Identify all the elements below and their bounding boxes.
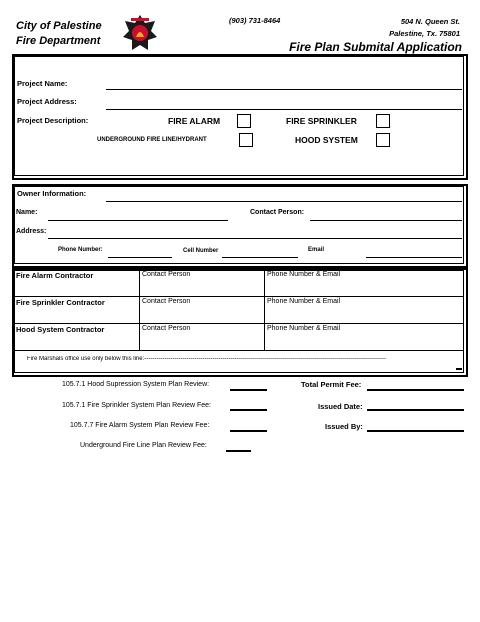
phone-number: (903) 731-8464: [229, 16, 281, 25]
column-divider: [264, 270, 265, 351]
issued-by-label: Issued By:: [325, 422, 363, 431]
issued-date-label: Issued Date:: [318, 402, 363, 411]
marshal-corner-mark: [456, 368, 462, 370]
fire-sprinkler-label: FIRE SPRINKLER: [286, 116, 357, 126]
owner-information-field[interactable]: [106, 201, 462, 202]
city-name: City of Palestine: [16, 20, 102, 32]
fire-alarm-contractor-label: Fire Alarm Contractor: [16, 271, 94, 280]
underground-checkbox[interactable]: [239, 133, 253, 147]
total-permit-fee-field[interactable]: [367, 389, 464, 391]
project-name-field[interactable]: [106, 89, 462, 90]
form-title: Fire Plan Submital Application: [289, 40, 462, 54]
fire-marshal-use-only-line: Fire Marshals office use only below this line:-------------------------------------------------------------------------------------------------------------------------: [27, 356, 387, 362]
issued-date-field[interactable]: [367, 409, 464, 411]
hood-system-phone-email[interactable]: Phone Number & Email: [267, 325, 341, 332]
project-description-label: Project Description:: [17, 116, 89, 125]
hood-review-fee-field[interactable]: [230, 389, 267, 391]
project-address-field[interactable]: [106, 109, 462, 110]
fire-alarm-contact-person[interactable]: Contact Person: [142, 271, 191, 278]
street-address: 504 N. Queen St.: [400, 17, 460, 26]
fire-department-logo-icon: [122, 14, 158, 52]
fire-alarm-checkbox[interactable]: [237, 114, 251, 128]
sprinkler-review-fee-field[interactable]: [230, 409, 267, 411]
fire-sprinkler-phone-email[interactable]: Phone Number & Email: [267, 298, 341, 305]
owner-information-label: Owner Information:: [17, 189, 87, 198]
issued-by-field[interactable]: [367, 430, 464, 432]
hood-review-fee-label: 105.7.1 Hood Supression System Plan Review:: [62, 381, 210, 388]
column-divider: [139, 270, 140, 351]
cell-number-label: Cell Number: [183, 248, 219, 254]
contractor-row-divider: [14, 296, 463, 297]
contact-person-label: Contact Person:: [250, 209, 305, 216]
owner-name-label: Name:: [16, 209, 38, 216]
contractor-row-divider: [14, 323, 463, 324]
alarm-review-fee-field[interactable]: [230, 430, 267, 432]
underground-label: UNDERGROUND FIRE LINE/HYDRANT: [97, 137, 207, 143]
email-label: Email: [308, 247, 325, 253]
cell-number-field[interactable]: [222, 257, 298, 258]
department-name: Fire Department: [16, 35, 101, 47]
fire-sprinkler-contractor-label: Fire Sprinkler Contractor: [16, 298, 105, 307]
sprinkler-review-fee-label: 105.7.1 Fire Sprinkler System Plan Review Fee:: [62, 402, 212, 409]
phone-number-label: Phone Number:: [58, 247, 103, 253]
contact-person-field[interactable]: [310, 220, 462, 221]
hood-system-label: HOOD SYSTEM: [295, 135, 358, 145]
fire-sprinkler-contact-person[interactable]: Contact Person: [142, 298, 191, 305]
owner-address-label: Address:: [16, 228, 47, 235]
total-permit-fee-label: Total Permit Fee:: [301, 380, 362, 389]
owner-name-field[interactable]: [48, 220, 228, 221]
alarm-review-fee-label: 105.7.7 Fire Alarm System Plan Review Fee:: [70, 422, 210, 429]
hood-system-checkbox[interactable]: [376, 133, 390, 147]
underground-review-fee-field[interactable]: [226, 450, 251, 452]
project-name-label: Project Name:: [17, 79, 68, 88]
fire-alarm-phone-email[interactable]: Phone Number & Email: [267, 271, 341, 278]
fire-sprinkler-checkbox[interactable]: [376, 114, 390, 128]
phone-number-field[interactable]: [108, 257, 172, 258]
city-state-zip: Palestine, Tx. 75801: [389, 29, 460, 38]
underground-review-fee-label: Underground Fire Line Plan Review Fee:: [80, 442, 207, 449]
hood-system-contractor-label: Hood System Contractor: [16, 325, 105, 334]
hood-system-contact-person[interactable]: Contact Person: [142, 325, 191, 332]
project-address-label: Project Address:: [17, 97, 77, 106]
contractor-row-divider: [14, 350, 463, 351]
fire-alarm-label: FIRE ALARM: [168, 116, 221, 126]
owner-address-field[interactable]: [48, 238, 462, 239]
email-field[interactable]: [366, 257, 462, 258]
